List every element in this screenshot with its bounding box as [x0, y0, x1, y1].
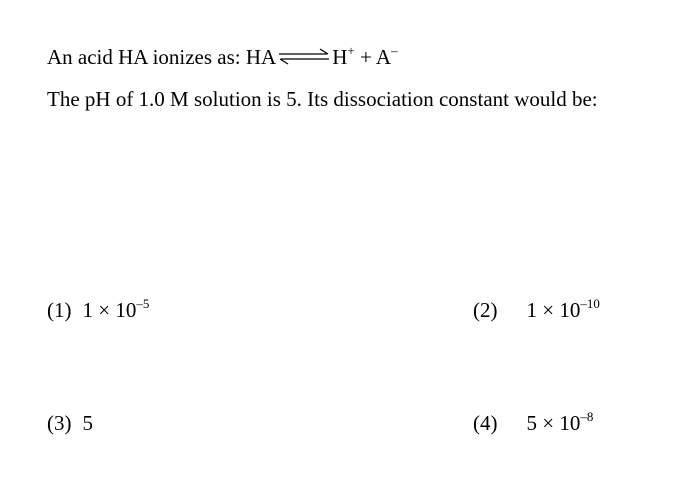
option-number: (3)	[47, 411, 72, 435]
option-4[interactable]	[473, 409, 594, 435]
option-1[interactable]	[47, 296, 150, 322]
question-line-2: The pH of 1.0 M solution is 5. Its dissociation constant would be:	[47, 87, 598, 111]
option-number: (4)	[473, 411, 498, 435]
anion-charge: –	[391, 43, 398, 58]
proton-charge: +	[347, 43, 355, 58]
equilibrium-arrows-icon	[277, 48, 331, 66]
option-number: (2)	[473, 298, 498, 322]
option-exponent: –5	[136, 296, 150, 311]
anion-symbol: + A	[354, 45, 392, 69]
option-value: $1 \times 10^{-10}$	[526, 296, 600, 322]
option-exponent: –8	[580, 409, 594, 424]
option-value: 5	[82, 411, 93, 435]
question-line-1	[47, 43, 398, 69]
question-reactant-text: An acid HA ionizes as: HA	[47, 45, 277, 69]
option-value: $1 \times 10^{-5}$	[82, 296, 150, 322]
option-number: (1)	[47, 298, 72, 322]
proton-symbol: H	[332, 45, 348, 69]
option-3[interactable]	[47, 413, 93, 434]
option-value: $5 \times 10^{-8}$	[526, 409, 594, 435]
option-2[interactable]	[473, 296, 600, 322]
option-exponent: –10	[580, 296, 600, 311]
